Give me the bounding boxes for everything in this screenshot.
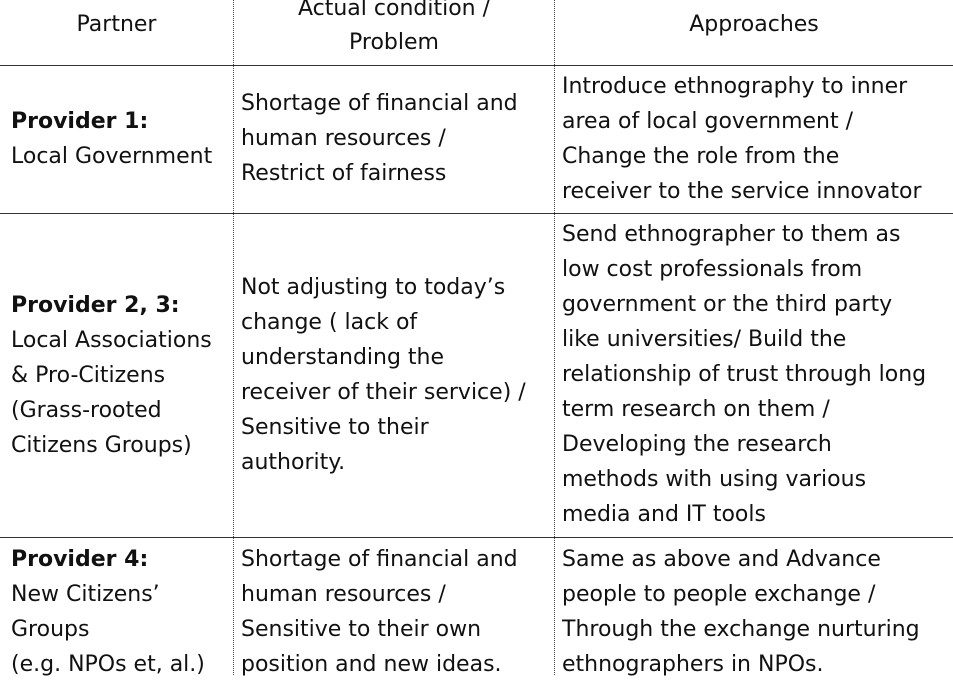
header-approaches <box>555 8 953 42</box>
row3-condition-cell <box>241 542 518 682</box>
row-divider-header <box>0 65 953 66</box>
row1-partner: Local Government <box>11 144 213 169</box>
header-condition <box>234 0 554 60</box>
header-approaches-label: Approaches <box>689 12 819 37</box>
row2-partner-cell <box>11 288 212 463</box>
row3-partner: New Citizens’ Groups (e.g. NPOs et, al.) <box>11 582 205 677</box>
row2-partner: Local Associations & Pro-Citizens (Grass-rooted Citizens Groups) <box>11 328 212 458</box>
row1-provider: Provider 1: <box>11 109 149 134</box>
row-divider-1 <box>0 213 953 214</box>
row1-condition: Shortage of financial and human resources / Restrict of fairness <box>241 91 518 186</box>
header-partner <box>0 8 233 42</box>
column-divider-2 <box>554 0 555 675</box>
row1-approaches-cell <box>562 69 922 209</box>
column-divider-1 <box>233 0 234 675</box>
header-condition-label: Actual condition / Problem <box>297 0 491 55</box>
row2-provider: Provider 2, 3: <box>11 293 180 318</box>
row3-provider: Provider 4: <box>11 547 149 572</box>
row3-condition: Shortage of financial and human resources / Sensitive to their own position and new ideas. <box>241 547 518 677</box>
row3-approaches-cell <box>562 542 920 682</box>
row-divider-2 <box>0 537 953 538</box>
row1-partner-cell <box>11 104 212 174</box>
row3-partner-cell <box>11 542 205 682</box>
row2-condition: Not adjusting to today’s change ( lack of understanding the receiver of their service) / Sensitive to their authority. <box>241 275 526 475</box>
row1-approaches: Introduce ethnography to inner area of local government / Change the role from the receiver to the service innovator <box>562 74 922 204</box>
header-partner-label: Partner <box>76 12 157 37</box>
row2-condition-cell <box>241 270 526 480</box>
row3-approaches: Same as above and Advance people to people exchange / Through the exchange nurturing ethnographers in NPOs. <box>562 547 920 677</box>
row2-approaches-cell <box>562 217 926 532</box>
row1-condition-cell <box>241 86 518 191</box>
row2-approaches: Send ethnographer to them as low cost professionals from government or the third party like universities/ Build the relationship of trust through long term research on them / Developing the research methods with using various media and IT tools <box>562 222 927 527</box>
